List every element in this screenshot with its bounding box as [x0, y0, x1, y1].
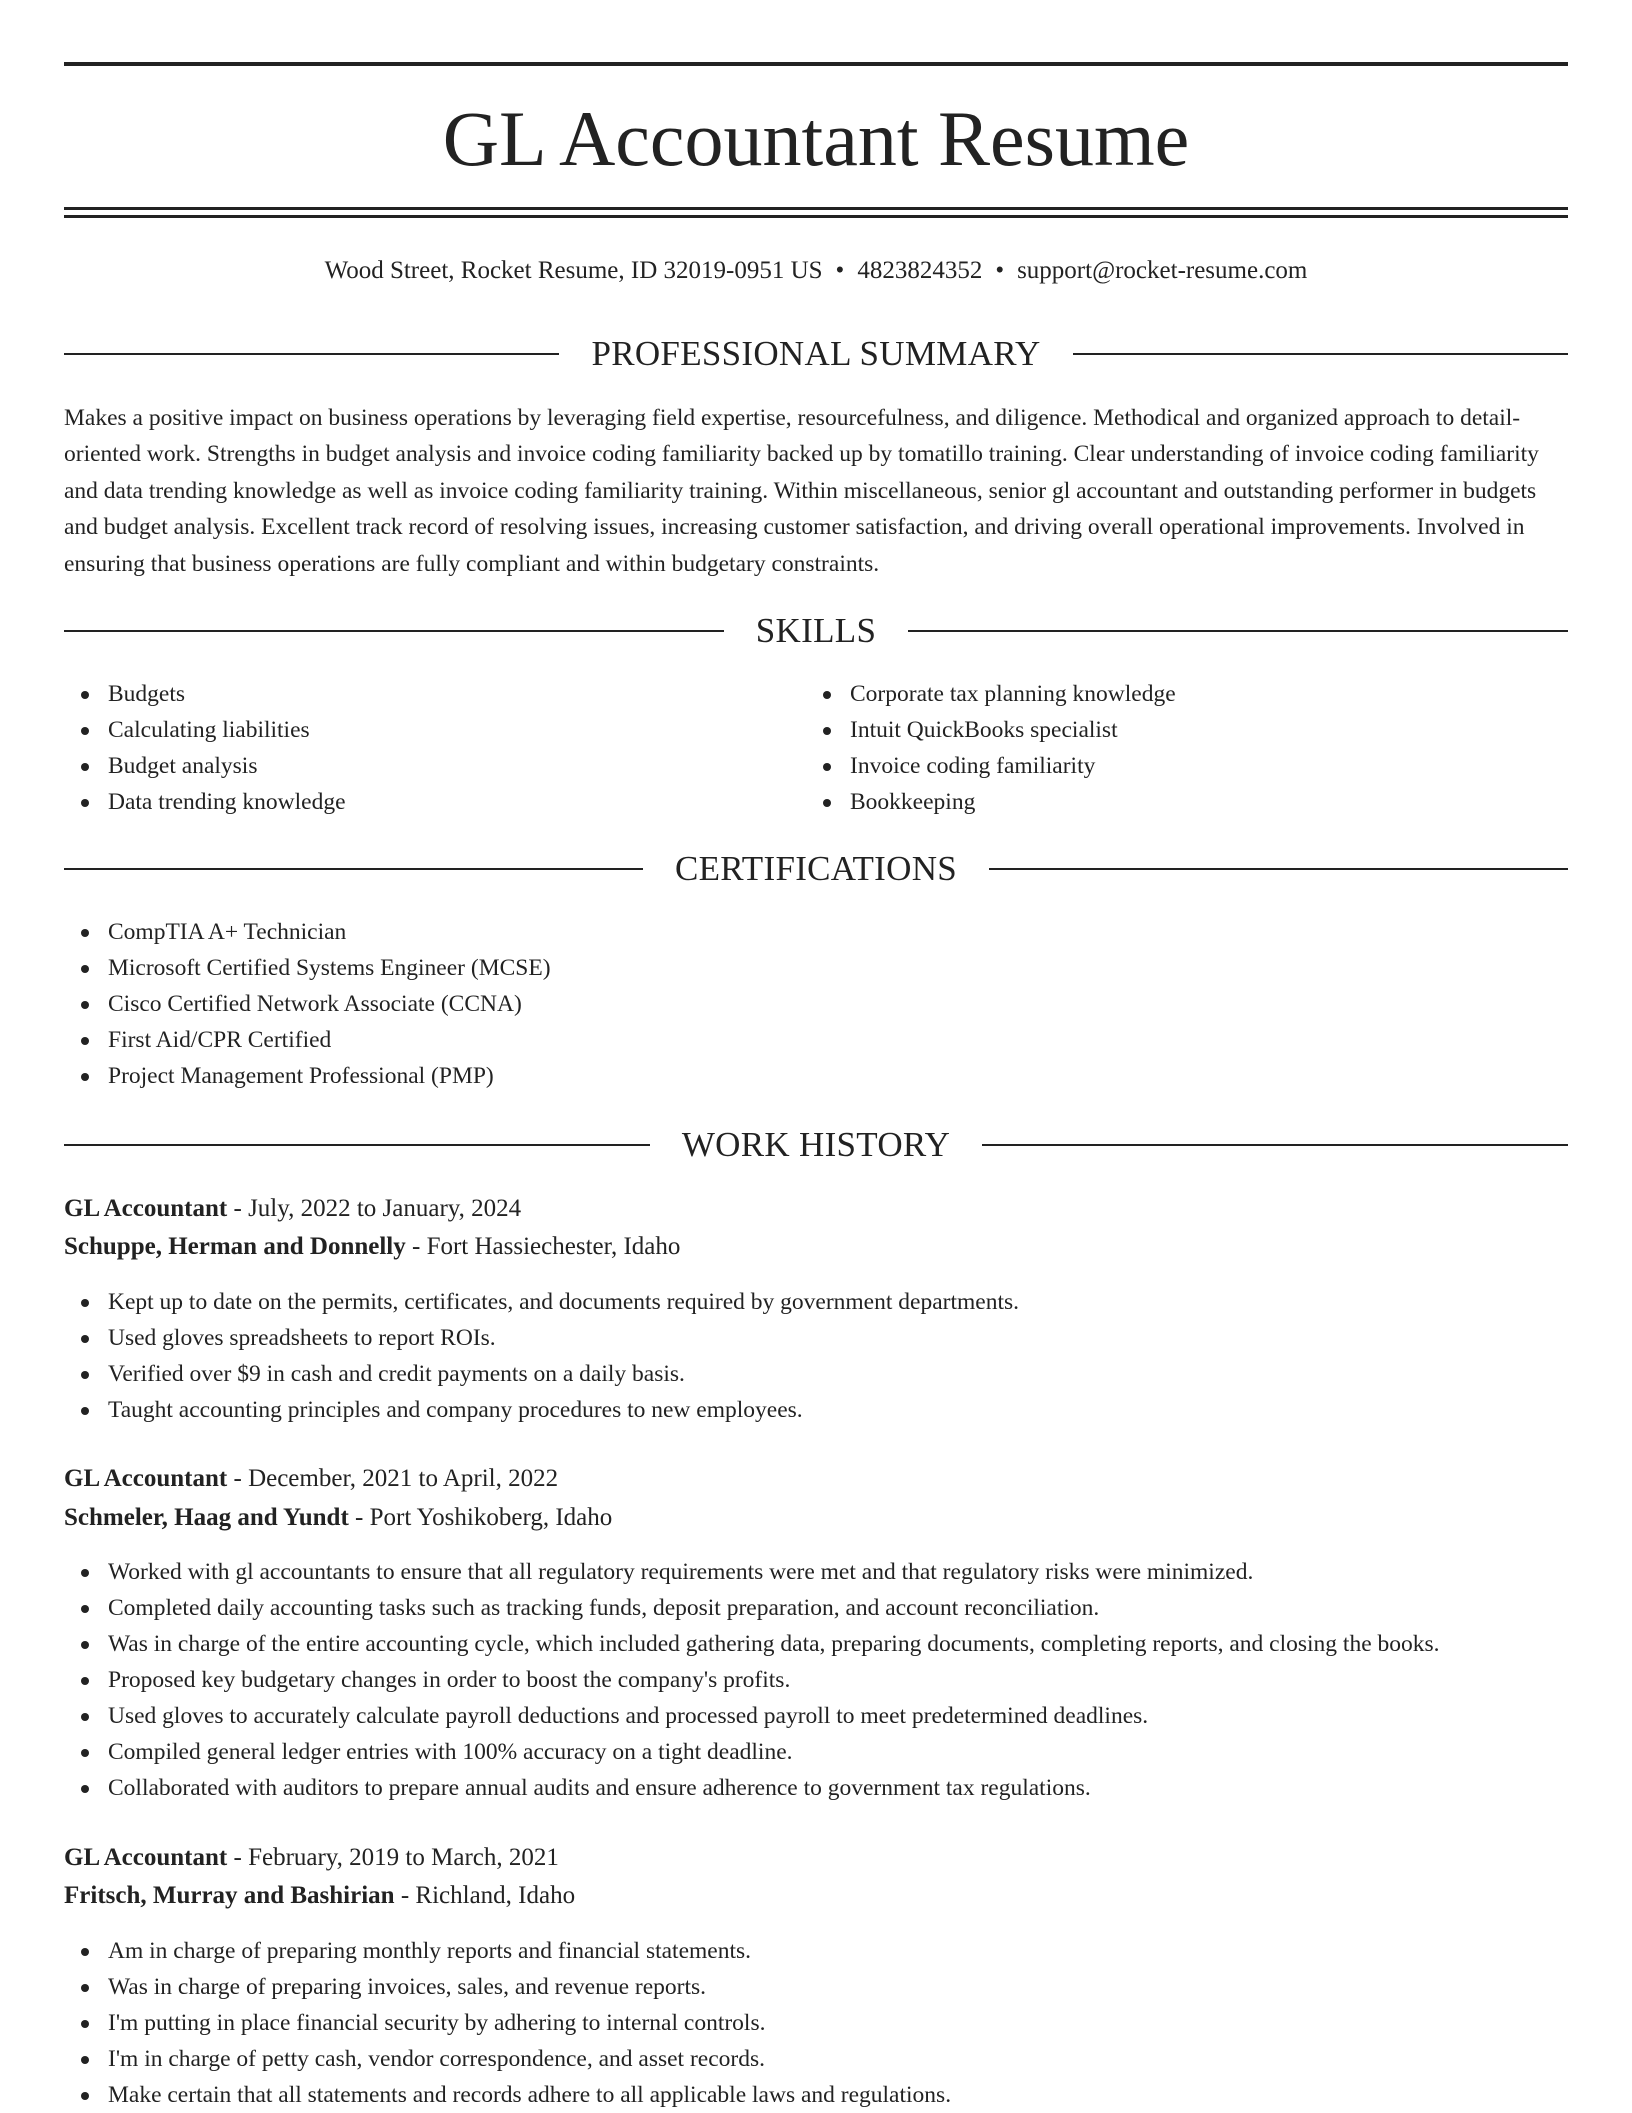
- skills-list-left: [64, 676, 346, 820]
- certifications-section-title: CERTIFICATIONS: [674, 849, 958, 888]
- skill-item: Bookkeeping: [806, 784, 1176, 820]
- job-bullets: [64, 1933, 951, 2113]
- title-rule-upper: [64, 207, 1568, 210]
- section-divider: [64, 1144, 650, 1146]
- job-bullets: [64, 1554, 1440, 1806]
- certification-item: Cisco Certified Network Associate (CCNA): [64, 986, 551, 1022]
- skills-list-right: [806, 676, 1176, 820]
- job-title-line: GL Accountant - July, 2022 to January, 2024: [64, 1195, 522, 1222]
- certifications-list: [64, 914, 551, 1094]
- skill-item: Budget analysis: [64, 748, 346, 784]
- summary-section-header: [64, 332, 1568, 376]
- job-bullet: Used gloves spreadsheets to report ROIs.: [64, 1320, 1019, 1356]
- job-bullet: I'm putting in place financial security by adhering to internal controls.: [64, 2005, 951, 2041]
- skills-section-header: [64, 609, 1568, 653]
- contact-address: Wood Street, Rocket Resume, ID 32019-0951 US: [324, 257, 823, 284]
- job-location: Richland, Idaho: [415, 1882, 576, 1909]
- skill-item: Calculating liabilities: [64, 712, 346, 748]
- resume-title: GL Accountant Resume: [442, 95, 1190, 182]
- job-bullet: Was in charge of preparing invoices, sales, and revenue reports.: [64, 1969, 951, 2005]
- job-title: GL Accountant: [64, 1195, 228, 1222]
- job-bullets: [64, 1284, 1019, 1428]
- certification-item: Microsoft Certified Systems Engineer (MCSE): [64, 950, 551, 986]
- job-bullet: Worked with gl accountants to ensure that all regulatory requirements were met and that regulatory risks were minimized.: [64, 1554, 1440, 1590]
- job-company-line: Fritsch, Murray and Bashirian - Richland, Idaho: [64, 1882, 576, 1909]
- job-dates: July, 2022 to January, 2024: [248, 1195, 522, 1222]
- skill-item: Budgets: [64, 676, 346, 712]
- job-bullet: Taught accounting principles and company procedures to new employees.: [64, 1392, 1019, 1428]
- job-bullet: Completed daily accounting tasks such as tracking funds, deposit preparation, and account reconciliation.: [64, 1590, 1440, 1626]
- job-bullet: Proposed key budgetary changes in order to boost the company's profits.: [64, 1662, 1440, 1698]
- contact-line: [64, 253, 1568, 289]
- job-bullet: Kept up to date on the permits, certificates, and documents required by government departments.: [64, 1284, 1019, 1320]
- contact-email: support@rocket-resume.com: [1017, 257, 1308, 284]
- job-location: Fort Hassiechester, Idaho: [426, 1233, 681, 1260]
- skill-item: Invoice coding familiarity: [806, 748, 1176, 784]
- summary-text: Makes a positive impact on business operations by leveraging field expertise, resourcefulness, and diligence. Methodical and organized approach to detail-oriented work. Strengths in budget analysis and invoice coding familiarity backed up by tomatillo training. Clear understanding of invoice coding familiarity and data trending knowledge as well as invoice coding familiarity training. Within miscellaneous, senior gl accountant and outstanding performer in budgets and budget analysis. Excellent track record of resolving issues, increasing customer satisfaction, and driving overall operational improvements. Involved in ensuring that business operations are fully compliant and within budgetary constraints.: [64, 405, 1539, 577]
- job-title: GL Accountant: [64, 1844, 228, 1871]
- job-company: Fritsch, Murray and Bashirian: [64, 1882, 395, 1909]
- job-company: Schmeler, Haag and Yundt: [64, 1504, 349, 1531]
- job-company-line: Schuppe, Herman and Donnelly - Fort Hassiechester, Idaho: [64, 1233, 681, 1260]
- title-rule-lower: [64, 215, 1568, 218]
- job-title: GL Accountant: [64, 1465, 228, 1492]
- summary-section-title: PROFESSIONAL SUMMARY: [591, 334, 1041, 373]
- work-section-title: WORK HISTORY: [681, 1125, 951, 1164]
- skills-section-title: SKILLS: [755, 611, 877, 650]
- skill-item: Data trending knowledge: [64, 784, 346, 820]
- contact-phone: 4823824352: [857, 257, 983, 284]
- job-bullet: Verified over $9 in cash and credit payments on a daily basis.: [64, 1356, 1019, 1392]
- job-company-line: Schmeler, Haag and Yundt - Port Yoshikoberg, Idaho: [64, 1504, 613, 1531]
- certification-item: CompTIA A+ Technician: [64, 914, 551, 950]
- section-divider: [982, 1144, 1568, 1146]
- job-bullet: Was in charge of the entire accounting cycle, which included gathering data, preparing documents, completing reports, and closing the books.: [64, 1626, 1440, 1662]
- job-dates: December, 2021 to April, 2022: [248, 1465, 559, 1492]
- top-rule: [64, 62, 1568, 66]
- job-bullet: Make certain that all statements and records adhere to all applicable laws and regulations.: [64, 2077, 951, 2113]
- certification-item: First Aid/CPR Certified: [64, 1022, 551, 1058]
- section-divider: [1073, 353, 1568, 355]
- section-divider: [64, 630, 724, 632]
- job-bullet: I'm in charge of petty cash, vendor correspondence, and asset records.: [64, 2041, 951, 2077]
- job-bullet: Used gloves to accurately calculate payroll deductions and processed payroll to meet predetermined deadlines.: [64, 1698, 1440, 1734]
- job-bullet: Collaborated with auditors to prepare annual audits and ensure adherence to government tax regulations.: [64, 1770, 1440, 1806]
- section-divider: [908, 630, 1568, 632]
- job-bullet: Am in charge of preparing monthly reports and financial statements.: [64, 1933, 951, 1969]
- work-section-header: [64, 1123, 1568, 1167]
- skill-item: Intuit QuickBooks specialist: [806, 712, 1176, 748]
- section-divider: [64, 868, 643, 870]
- job-title-line: GL Accountant - February, 2019 to March, 2021: [64, 1844, 559, 1871]
- section-divider: [64, 353, 559, 355]
- job-dates: February, 2019 to March, 2021: [248, 1844, 559, 1871]
- certification-item: Project Management Professional (PMP): [64, 1058, 551, 1094]
- skill-item: Corporate tax planning knowledge: [806, 676, 1176, 712]
- certifications-section-header: [64, 847, 1568, 891]
- contact-separator: •: [995, 257, 1005, 284]
- section-divider: [989, 868, 1568, 870]
- job-bullet: Compiled general ledger entries with 100% accuracy on a tight deadline.: [64, 1734, 1440, 1770]
- job-title-line: GL Accountant - December, 2021 to April, 2022: [64, 1465, 559, 1492]
- contact-separator: •: [835, 257, 845, 284]
- job-location: Port Yoshikoberg, Idaho: [369, 1504, 613, 1531]
- job-company: Schuppe, Herman and Donnelly: [64, 1233, 406, 1260]
